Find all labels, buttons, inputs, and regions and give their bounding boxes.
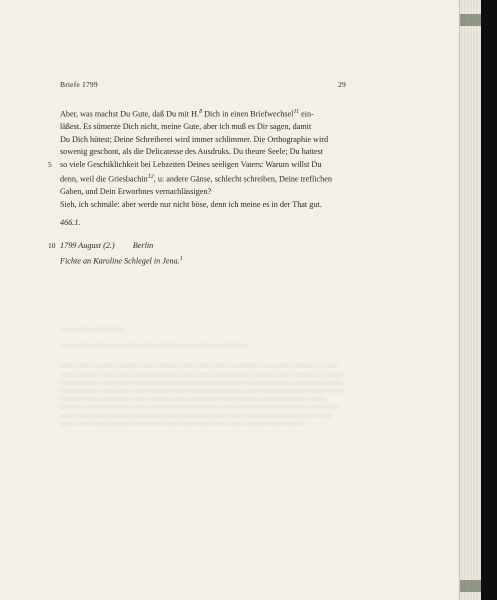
footnote-marker: 11: [293, 109, 300, 115]
text-line: [60, 121, 350, 134]
entry-heading: [48, 240, 350, 268]
footnote-marker: 12: [147, 174, 154, 181]
entry-number: 466.1.: [60, 218, 81, 227]
text-span: so viele Geschiklichkeit bei Lebzeiten Deines seeligen Vaters: Warum willst Du: [60, 159, 322, 169]
text-span: ein-: [299, 109, 314, 119]
text-line: [48, 159, 350, 172]
footnote-marker: 8: [199, 109, 203, 115]
text-span: Aber, was machst Du Gute, daß Du mit H.: [60, 109, 200, 119]
text-line: [60, 146, 350, 159]
text-line: [60, 171, 350, 186]
text-span: Du Dich hütest; Deine Schreiberei wird immer schlimmer. Die Orthographie wird: [60, 134, 329, 144]
text-line: [60, 134, 350, 147]
text-line: [60, 186, 350, 199]
entry-date: 1799 August (2.): [60, 241, 115, 250]
book-cover: [481, 0, 497, 600]
text-span: Dich in einen Briefwechsel: [202, 109, 294, 119]
line-number: 10: [48, 241, 56, 250]
text-span: , u: andere Gänse, schlecht schreiben, Deine treflichen: [153, 174, 332, 184]
text-span: Gaben, und Dein Erworbnes vernachlässigen?: [60, 187, 212, 197]
blurred-footnotes: — —— —— —————— —— ——— ———— —— —— ——— ————— —— ——— —————— ——— ——— ———— ———— —— ———— ——— ——— ——— ————— —— ——— ———— —— —— ——— ———— —— ———— ————— ——— —— ——— ———— ——— ——— ——— ———— —— ——— ———— ——— —— ——— ———— ————— ——— ——— ———— —— ——— ——— —— ——— ———— ——— ———— ——— —— ——— ———— ——— ——— ———— —— ——— ——— ——— —— ——— ——— ———— ——— —— ——— ——— ———— ——— ——— —— ——— ———— ——— ——— —— ——— ———— —— ——— ——— ——— —— ——— ——— ———— —— ——— ——— ——— ———— ——— —— ——— ——— ———— ——— ——— —— ——— ———— ——— ——— —— ——— ———— ——— ——— ——— —— ——— ———— —— ——— ——— ——— ——— —— ——— ———— ——— ———: [60, 327, 345, 427]
edge-band: [460, 14, 482, 26]
book-page-edges: [459, 0, 482, 600]
entry-sender-line: [60, 253, 350, 268]
entry-date-line: [48, 240, 350, 253]
letter-body: [48, 106, 350, 211]
text-span: Sieh, ich schmäle: aber werde nur nicht böse, denn ich meine es in der That gut.: [60, 199, 322, 209]
footnote-marker: 1: [179, 255, 183, 262]
entry-place: Berlin: [132, 241, 154, 250]
entry-sender: Fichte an Karoline Schlegel in Jena.: [60, 256, 180, 266]
text-line: [60, 106, 350, 121]
line-number: 5: [48, 159, 52, 169]
running-title: Briefe 1799: [60, 80, 98, 89]
text-line: [60, 199, 350, 212]
page-number: 29: [338, 80, 346, 89]
edge-band: [460, 580, 482, 592]
text-span: läßest. Es sümerze Dich nicht, meine Gute, aber ich muß es Dir sagen, damit: [60, 122, 312, 132]
text-span: denn, weil die Griesbachin: [60, 174, 148, 184]
text-span: sowenig geschont, als die Delicatesse des Ausdruks. Du theure Seele; Du hattest: [60, 147, 324, 157]
